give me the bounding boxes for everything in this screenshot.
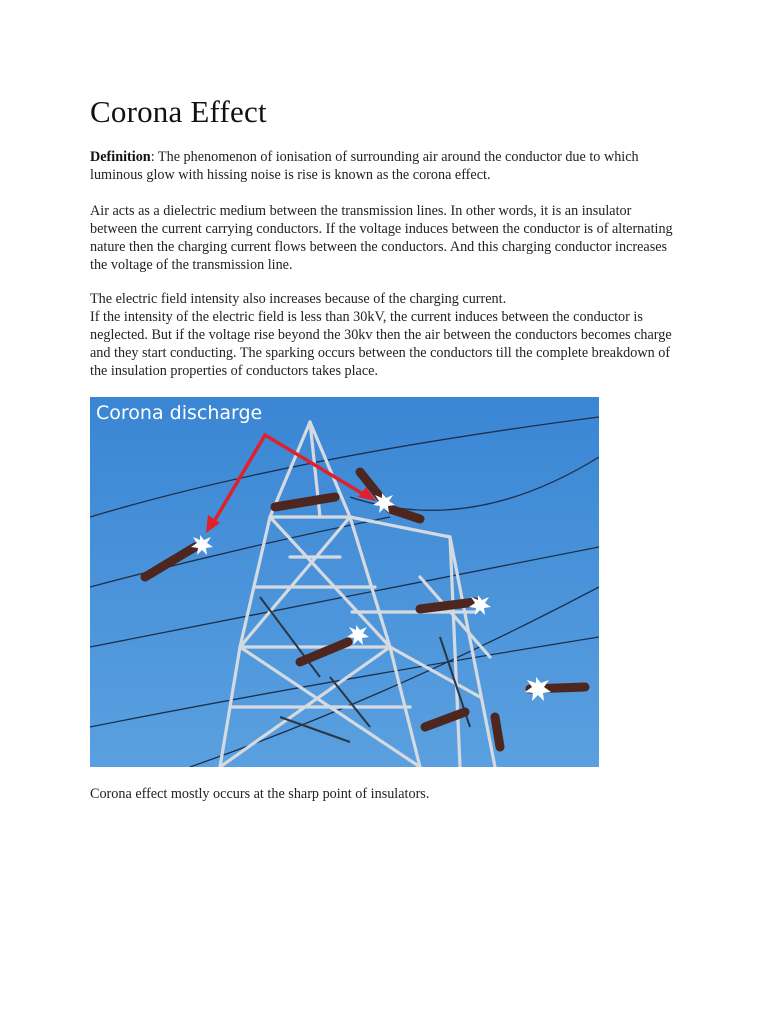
definition-paragraph — [90, 148, 680, 184]
dielectric-paragraph: Air acts as a dielectric medium between the transmission lines. In other words, it is an insulator between the current carrying conductors. If the voltage induces between the conductor is of alternating nature then the charging current flows between the conductors. And this charging conductor increases the voltage of the transmission line. — [90, 203, 673, 273]
figure-label: Corona discharge — [96, 402, 263, 424]
definition-label: Definition — [90, 149, 151, 165]
field-intensity-paragraph — [90, 290, 680, 380]
corona-discharge-photo — [90, 397, 599, 767]
transmission-tower-illustration — [90, 397, 599, 767]
conclusion-paragraph: Corona effect mostly occurs at the sharp point of insulators. — [90, 786, 430, 802]
field-intensity-line: The electric field intensity also increases because of the charging current. — [90, 291, 507, 307]
definition-text: : The phenomenon of ionisation of surrounding air around the conductor due to which luminous glow with hissing noise is rise is known as the corona effect. — [90, 149, 639, 183]
page-title: Corona Effect — [90, 94, 267, 129]
threshold-text: If the intensity of the electric field is less than 30kV, the current induces between the conductor is neglected. But if the voltage rise beyond the 30kv then the air between the conductors becomes charge and they start conducting. The sparking occurs between the conductors till the complete breakdown of the insulation properties of conductors takes place. — [90, 309, 672, 379]
